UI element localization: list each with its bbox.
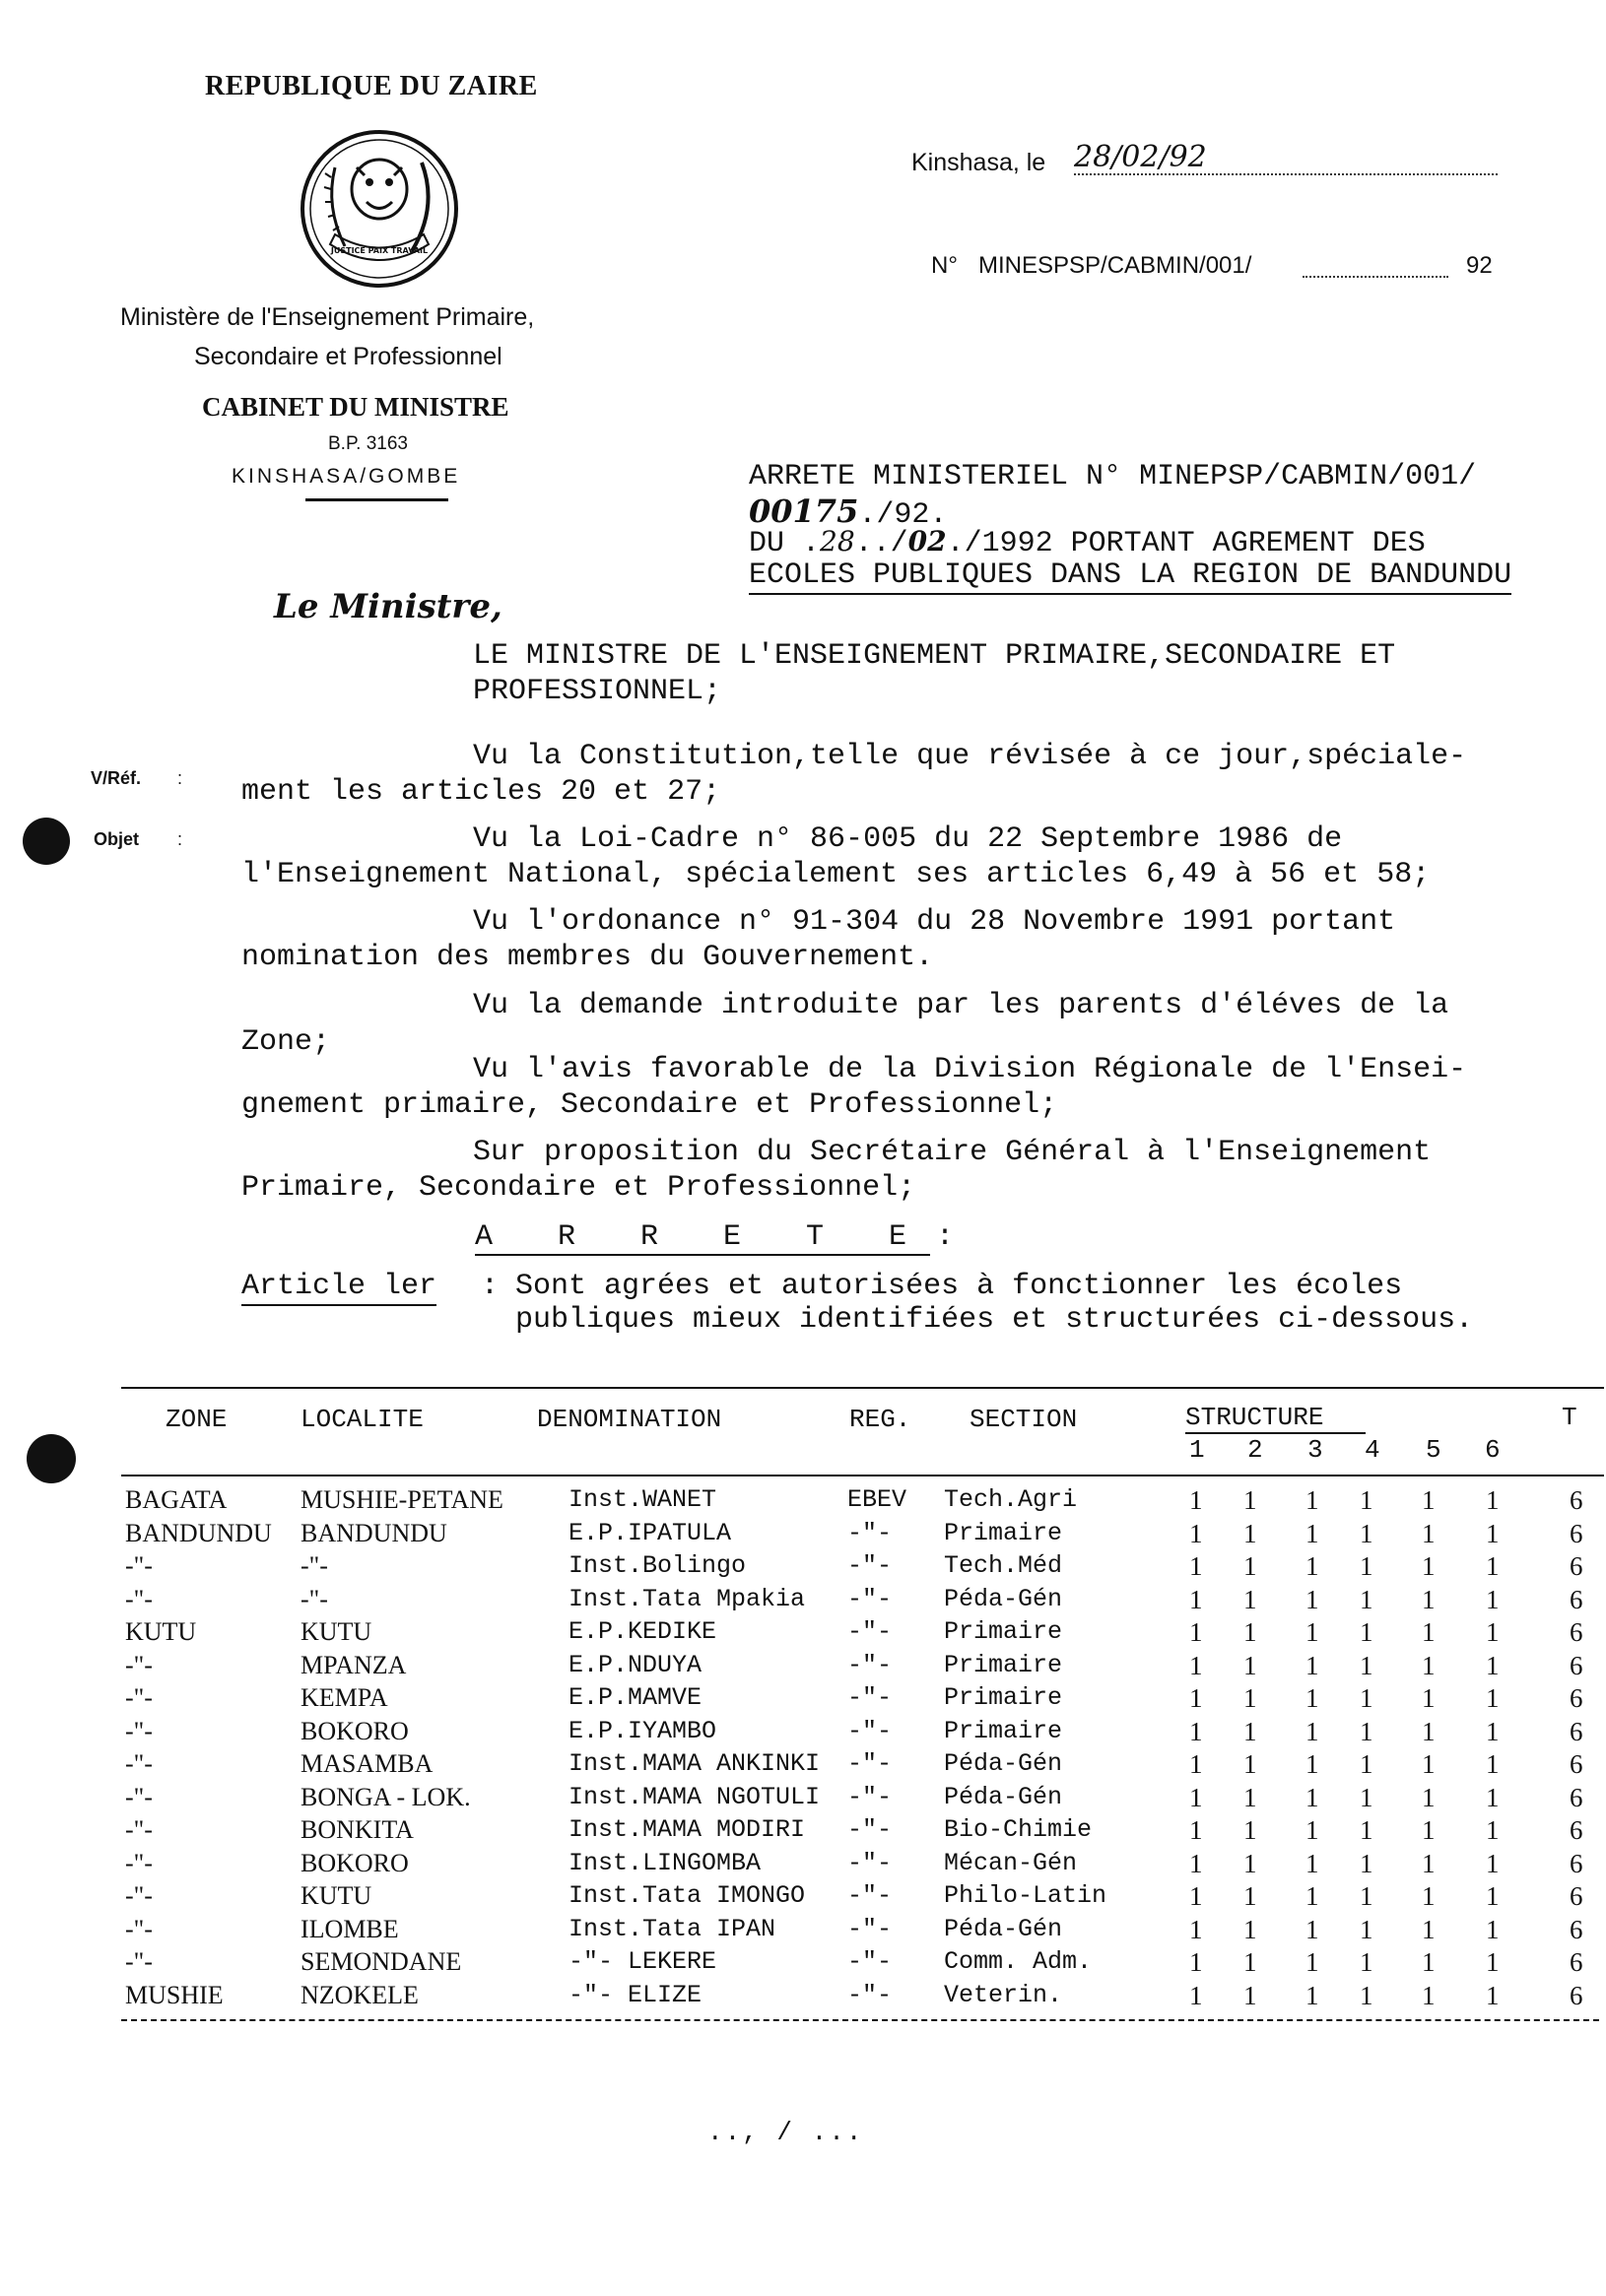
cell-section: Péda-Gén [944,1782,1063,1811]
cell-structure-6: 1 [1486,1650,1500,1680]
cell-total: 6 [1570,1683,1583,1713]
body-line9: Vu la demande introduite par les parents d'éléves de la [473,989,1449,1022]
table-header-rule [121,1475,1604,1476]
cell-section: Philo-Latin [944,1881,1107,1910]
cell-structure-1: 1 [1189,1749,1203,1779]
decree-line3-rest: ./1992 PORTANT AGREMENT DES [946,527,1426,560]
cell-structure-6: 1 [1486,1716,1500,1746]
cell-structure-5: 1 [1422,1485,1436,1515]
cell-structure-1: 1 [1189,1518,1203,1548]
body-line8: nomination des membres du Gouvernement. [241,941,934,974]
cell-total: 6 [1570,1947,1583,1977]
body-line11: Vu l'avis favorable de la Division Régionale de l'Ensei- [473,1053,1467,1086]
cell-structure-1: 1 [1189,1683,1203,1713]
cell-total: 6 [1570,1815,1583,1845]
city-address: KINSHASA/GOMBE [232,465,461,488]
decree-number-handwritten: 00175 [749,492,859,530]
cell-denomination: Inst.LINGOMBA [569,1848,762,1877]
national-seal [296,128,463,291]
header-level-2: 2 [1247,1435,1263,1465]
cell-denomination: E.P.IYAMBO [569,1716,717,1745]
cell-structure-2: 1 [1243,1551,1257,1581]
cell-structure-4: 1 [1360,1485,1373,1515]
header-level-5: 5 [1426,1435,1441,1465]
cell-reg: -"- [847,1947,893,1976]
cell-localite: SEMONDANE [301,1947,462,1976]
cell-reg: -"- [847,1617,893,1646]
cell-total: 6 [1570,1551,1583,1581]
cell-structure-2: 1 [1243,1650,1257,1680]
cell-reg: -"- [847,1914,893,1943]
cell-structure-6: 1 [1486,1518,1500,1548]
header-section: SECTION [970,1405,1078,1434]
cell-structure-1: 1 [1189,1848,1203,1878]
cell-structure-2: 1 [1243,1683,1257,1713]
cell-structure-5: 1 [1422,1947,1436,1977]
arrete-heading [475,1219,954,1255]
cell-section: Péda-Gén [944,1914,1063,1943]
date-label: Kinshasa, le [911,149,1046,176]
seal-motto: JUSTICE PAIX TRAVAIL [330,246,429,255]
arrete-word: A R R E T E [475,1220,931,1254]
cell-localite: -"- [301,1584,328,1613]
decree-line3 [749,525,1426,561]
cell-localite: KUTU [301,1881,372,1910]
cell-structure-2: 1 [1243,1617,1257,1647]
decree-line1: ARRETE MINISTERIEL N° MINEPSP/CABMIN/001/ [749,460,1477,493]
cell-localite: BONKITA [301,1815,414,1844]
cell-reg: -"- [847,1683,893,1712]
cell-structure-6: 1 [1486,1551,1500,1581]
cell-structure-3: 1 [1305,1650,1319,1680]
cell-structure-5: 1 [1422,1650,1436,1680]
cell-structure-3: 1 [1305,1518,1319,1548]
header-zone: ZONE [166,1405,228,1434]
decree-month-handwritten: 02 [907,525,947,558]
cell-denomination: -"- LEKERE [569,1947,717,1976]
header-level-4: 4 [1365,1435,1380,1465]
body-line7: Vu l'ordonance n° 91-304 du 28 Novembre 1991 portant [473,905,1396,939]
cell-section: Primaire [944,1617,1063,1646]
cell-zone: -"- [125,1551,153,1580]
cell-structure-5: 1 [1422,1815,1436,1845]
cell-structure-6: 1 [1486,1749,1500,1779]
cell-structure-5: 1 [1422,1617,1436,1647]
cell-structure-2: 1 [1243,1782,1257,1812]
cell-reg: -"- [847,1518,893,1547]
cell-structure-3: 1 [1305,1485,1319,1515]
decree-line4: ECOLES PUBLIQUES DANS LA REGION DE BANDUNDU [749,558,1511,595]
cell-section: Péda-Gén [944,1584,1063,1613]
header-rule [305,498,448,501]
cell-zone: MUSHIE [125,1980,224,2009]
cell-structure-2: 1 [1243,1881,1257,1911]
cell-total: 6 [1570,1617,1583,1647]
cell-localite: KUTU [301,1617,372,1646]
cell-total: 6 [1570,1980,1583,2010]
cell-localite: BANDUNDU [301,1518,447,1547]
cell-structure-6: 1 [1486,1782,1500,1812]
table-top-rule [121,1387,1604,1389]
postal-box: B.P. 3163 [328,433,409,454]
cell-zone: -"- [125,1782,153,1811]
cell-structure-5: 1 [1422,1551,1436,1581]
cell-structure-4: 1 [1360,1914,1373,1944]
cell-structure-5: 1 [1422,1782,1436,1812]
cell-structure-6: 1 [1486,1947,1500,1977]
cell-structure-3: 1 [1305,1914,1319,1944]
cell-denomination: Inst.Tata Mpakia [569,1584,806,1613]
cell-structure-5: 1 [1422,1584,1436,1614]
cell-structure-2: 1 [1243,1914,1257,1944]
cell-structure-5: 1 [1422,1881,1436,1911]
cell-structure-2: 1 [1243,1815,1257,1845]
cell-structure-4: 1 [1360,1947,1373,1977]
header-reg: REG. [849,1405,911,1434]
cell-structure-3: 1 [1305,1980,1319,2010]
body-line10: Zone; [241,1025,331,1059]
cell-total: 6 [1570,1749,1583,1779]
article-text-line2: publiques mieux identifiées et structurées ci-dessous. [515,1303,1474,1337]
cell-structure-5: 1 [1422,1683,1436,1713]
cell-zone: -"- [125,1815,153,1844]
cell-structure-4: 1 [1360,1584,1373,1614]
cell-structure-1: 1 [1189,1716,1203,1746]
cell-reg: EBEV [847,1485,907,1514]
cell-zone: BAGATA [125,1485,228,1514]
cell-structure-1: 1 [1189,1782,1203,1812]
cell-structure-1: 1 [1189,1650,1203,1680]
decree-line2 [749,492,948,532]
body-line1: LE MINISTRE DE L'ENSEIGNEMENT PRIMAIRE,SECONDAIRE ET [473,639,1396,673]
table-bottom-rule [121,2019,1599,2021]
reference-year: 92 [1466,252,1493,279]
cell-structure-4: 1 [1360,1650,1373,1680]
body-line14: Primaire, Secondaire et Professionnel; [241,1171,916,1205]
punch-hole-top [23,818,70,865]
cell-denomination: Inst.Bolingo [569,1551,747,1580]
cell-structure-5: 1 [1422,1749,1436,1779]
cell-structure-2: 1 [1243,1518,1257,1548]
cell-denomination: Inst.MAMA ANKINKI [569,1749,821,1778]
cell-structure-3: 1 [1305,1683,1319,1713]
cell-structure-2: 1 [1243,1947,1257,1977]
body-line4: ment les articles 20 et 27; [241,775,721,809]
cell-structure-1: 1 [1189,1617,1203,1647]
cell-zone: -"- [125,1881,153,1910]
cell-zone: -"- [125,1683,153,1712]
cell-denomination: -"- ELIZE [569,1980,703,2009]
header-level-3: 3 [1307,1435,1323,1465]
cell-localite: BOKORO [301,1848,409,1877]
cell-denomination: Inst.MAMA NGOTULI [569,1782,821,1811]
arrete-colon: : [936,1220,955,1254]
cell-structure-4: 1 [1360,1815,1373,1845]
cell-structure-5: 1 [1422,1980,1436,2010]
decree-line2-rest: ./92. [858,498,948,532]
cell-structure-6: 1 [1486,1485,1500,1515]
continuation-mark: .., / ... [707,2118,864,2147]
cell-zone: KUTU [125,1617,197,1646]
cell-reg: -"- [847,1848,893,1877]
body-line3: Vu la Constitution,telle que révisée à ce jour,spéciale- [473,740,1467,773]
cell-localite: -"- [301,1551,328,1580]
republic-title: REPUBLIQUE DU ZAIRE [205,71,538,101]
body-line5: Vu la Loi-Cadre n° 86-005 du 22 Septembre 1986 de [473,822,1343,856]
cell-structure-3: 1 [1305,1881,1319,1911]
cell-section: Bio-Chimie [944,1815,1093,1844]
cell-structure-1: 1 [1189,1914,1203,1944]
cell-localite: MUSHIE-PETANE [301,1485,503,1514]
cell-total: 6 [1570,1782,1583,1812]
cell-localite: BOKORO [301,1716,409,1745]
cell-structure-4: 1 [1360,1881,1373,1911]
cell-denomination: E.P.IPATULA [569,1518,732,1547]
cell-section: Comm. Adm. [944,1947,1093,1976]
cell-section: Primaire [944,1716,1063,1745]
cell-structure-6: 1 [1486,1980,1500,2010]
cell-denomination: Inst.MAMA MODIRI [569,1815,806,1844]
cell-denomination: E.P.MAMVE [569,1683,703,1712]
cell-structure-6: 1 [1486,1815,1500,1845]
decree-separator: ../ [854,527,908,560]
article-label: Article ler [241,1269,436,1306]
reference-prefix: N° [931,252,958,279]
cell-reg: -"- [847,1782,893,1811]
cell-reg: -"- [847,1749,893,1778]
cell-reg: -"- [847,1716,893,1745]
cell-denomination: Inst.WANET [569,1485,717,1514]
cell-structure-4: 1 [1360,1980,1373,2010]
cell-denomination: Inst.Tata IPAN [569,1914,776,1943]
cell-structure-1: 1 [1189,1947,1203,1977]
cell-structure-2: 1 [1243,1980,1257,2010]
cell-section: Primaire [944,1518,1063,1547]
cell-total: 6 [1570,1518,1583,1548]
cell-structure-3: 1 [1305,1617,1319,1647]
cell-zone: -"- [125,1650,153,1679]
cell-structure-1: 1 [1189,1815,1203,1845]
cell-denomination: E.P.KEDIKE [569,1617,717,1646]
cell-zone: BANDUNDU [125,1518,272,1547]
cell-section: Mécan-Gén [944,1848,1078,1877]
cell-structure-2: 1 [1243,1716,1257,1746]
cell-denomination: Inst.Tata IMONGO [569,1881,806,1910]
cell-structure-3: 1 [1305,1716,1319,1746]
cell-structure-4: 1 [1360,1749,1373,1779]
cell-localite: BONGA - LOK. [301,1782,471,1811]
decree-day-handwritten: 28 [820,525,855,558]
cell-structure-6: 1 [1486,1617,1500,1647]
cell-structure-4: 1 [1360,1683,1373,1713]
cell-reg: -"- [847,1650,893,1679]
cell-structure-6: 1 [1486,1914,1500,1944]
cell-structure-6: 1 [1486,1848,1500,1878]
cell-zone: -"- [125,1584,153,1613]
cell-total: 6 [1570,1584,1583,1614]
cell-structure-1: 1 [1189,1551,1203,1581]
cell-structure-1: 1 [1189,1881,1203,1911]
cell-structure-3: 1 [1305,1848,1319,1878]
article-text-line1: Sont agrées et autorisées à fonctionner les écoles [515,1270,1403,1303]
cell-total: 6 [1570,1848,1583,1878]
cell-section: Tech.Agri [944,1485,1078,1514]
cell-structure-3: 1 [1305,1749,1319,1779]
reference-number: MINESPSP/CABMIN/001/ [978,252,1252,279]
cell-section: Veterin. [944,1980,1063,2009]
cell-structure-1: 1 [1189,1485,1203,1515]
body-line12: gnement primaire, Secondaire et Professionnel; [241,1088,1058,1122]
cell-section: Primaire [944,1650,1063,1679]
cell-section: Primaire [944,1683,1063,1712]
cell-structure-1: 1 [1189,1980,1203,2010]
cell-localite: MPANZA [301,1650,407,1679]
cell-reg: -"- [847,1551,893,1580]
cell-structure-6: 1 [1486,1584,1500,1614]
header-localite: LOCALITE [301,1405,424,1434]
cell-zone: -"- [125,1947,153,1976]
margin-objet-colon: : [177,829,183,849]
cell-structure-3: 1 [1305,1551,1319,1581]
body-line13: Sur proposition du Secrétaire Général à l'Enseignement [473,1136,1432,1169]
margin-objet-label: Objet [94,829,140,849]
header-level-6: 6 [1485,1435,1501,1465]
cell-structure-4: 1 [1360,1518,1373,1548]
cell-total: 6 [1570,1485,1583,1515]
cell-structure-4: 1 [1360,1848,1373,1878]
cell-structure-2: 1 [1243,1848,1257,1878]
cabinet-title: CABINET DU MINISTRE [202,392,509,422]
cell-denomination: E.P.NDUYA [569,1650,703,1679]
cell-structure-2: 1 [1243,1485,1257,1515]
cell-structure-1: 1 [1189,1584,1203,1614]
cell-structure-5: 1 [1422,1716,1436,1746]
cell-structure-3: 1 [1305,1782,1319,1812]
header-t: T [1562,1403,1577,1432]
cell-zone: -"- [125,1848,153,1877]
cell-reg: -"- [847,1815,893,1844]
cell-structure-3: 1 [1305,1584,1319,1614]
reference-dotted-line [1303,276,1448,278]
decree-du-label: DU . [749,527,821,560]
ministry-line1: Ministère de l'Enseignement Primaire, [120,303,535,331]
margin-vref-label: V/Réf. [91,768,142,788]
punch-hole-bottom [27,1434,76,1483]
signature-title: Le Ministre, [274,587,502,626]
cell-total: 6 [1570,1914,1583,1944]
cell-localite: KEMPA [301,1683,388,1712]
cell-section: Péda-Gén [944,1749,1063,1778]
cell-localite: MASAMBA [301,1749,434,1778]
seal-emblem-icon [296,128,463,291]
cell-localite: NZOKELE [301,1980,419,2009]
cell-section: Tech.Méd [944,1551,1063,1580]
cell-structure-5: 1 [1422,1914,1436,1944]
body-line2: PROFESSIONNEL; [473,675,722,708]
cell-structure-3: 1 [1305,1947,1319,1977]
header-denomination: DENOMINATION [537,1405,722,1434]
cell-reg: -"- [847,1584,893,1613]
body-line6: l'Enseignement National, spécialement ses articles 6,49 à 56 et 58; [241,858,1431,891]
cell-structure-4: 1 [1360,1782,1373,1812]
article-colon: : [481,1270,500,1303]
cell-reg: -"- [847,1881,893,1910]
cell-structure-6: 1 [1486,1683,1500,1713]
cell-structure-3: 1 [1305,1815,1319,1845]
cell-total: 6 [1570,1650,1583,1680]
cell-structure-4: 1 [1360,1716,1373,1746]
cell-zone: -"- [125,1716,153,1745]
ministry-line2: Secondaire et Professionnel [194,343,502,370]
cell-structure-5: 1 [1422,1518,1436,1548]
cell-structure-5: 1 [1422,1848,1436,1878]
date-handwritten: 28/02/92 [1074,140,1207,174]
cell-structure-4: 1 [1360,1551,1373,1581]
cell-zone: -"- [125,1914,153,1943]
cell-total: 6 [1570,1716,1583,1746]
header-level-1: 1 [1189,1435,1205,1465]
cell-zone: -"- [125,1749,153,1778]
cell-structure-6: 1 [1486,1881,1500,1911]
cell-total: 6 [1570,1881,1583,1911]
cell-structure-2: 1 [1243,1584,1257,1614]
cell-structure-2: 1 [1243,1749,1257,1779]
header-structure: STRUCTURE [1185,1403,1366,1434]
cell-reg: -"- [847,1980,893,2009]
cell-localite: ILOMBE [301,1914,399,1943]
margin-vref-colon: : [177,768,183,788]
cell-structure-4: 1 [1360,1617,1373,1647]
